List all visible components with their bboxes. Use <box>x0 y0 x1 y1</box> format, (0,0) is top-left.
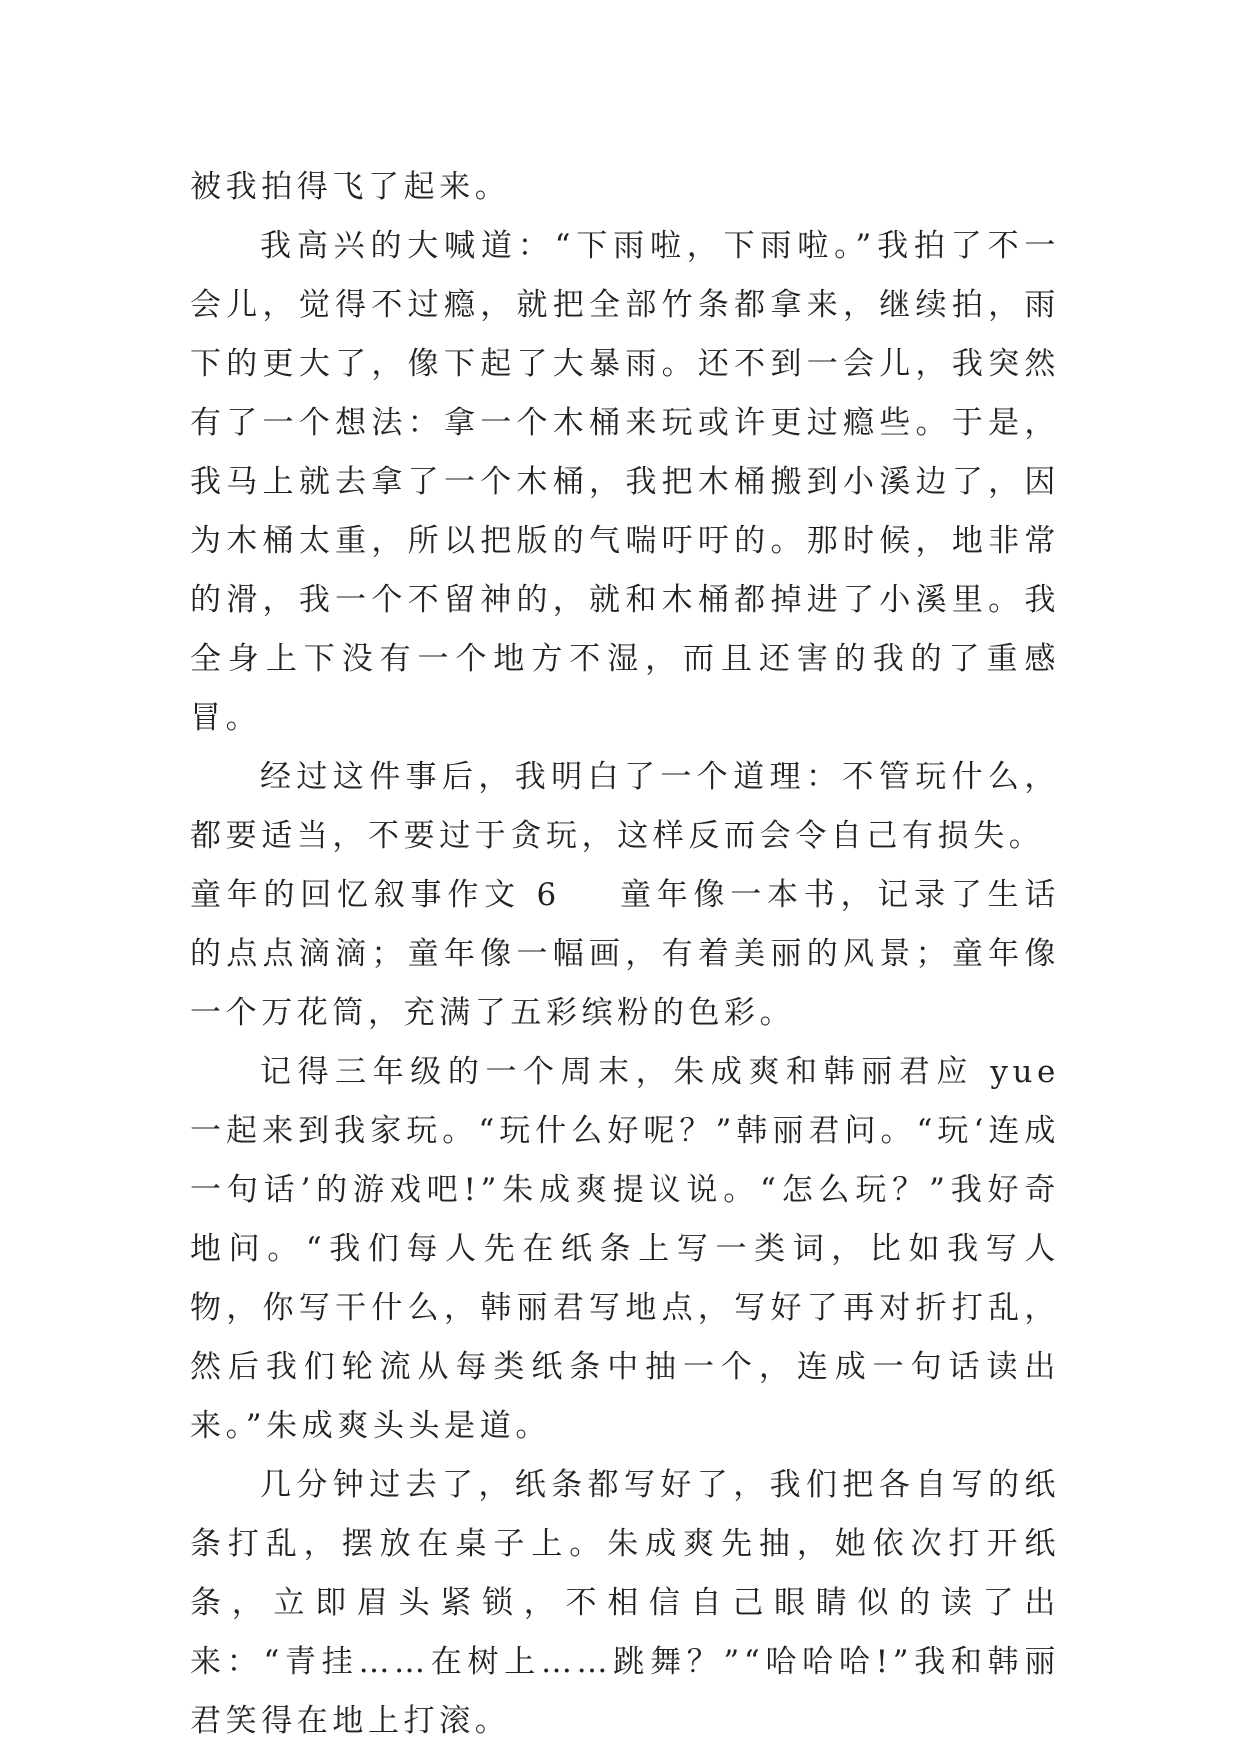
paragraph-5: 几分钟过去了，纸条都写好了，我们把各自写的纸条打乱，摆放在桌子上。朱成爽先抽，她依次打开纸条，立即眉头紧锁，不相信自己眼睛似的读了出来：“青挂……在树上……跳舞？”“哈哈哈!”我和韩丽君笑得在地上打滚。 <box>190 1467 1060 1739</box>
section-heading-line <box>190 866 1060 1043</box>
paragraph-1: 被我拍得飞了起来。 <box>190 169 511 205</box>
section-intro: 童年像一本书，记录了生话的点点滴滴；童年像一幅画，有着美丽的风景；童年像一个万花筒，充满了五彩缤粉的色彩。 <box>190 877 1060 1031</box>
paragraph-3: 经过这件事后，我明白了一个道理：不管玩什么，都要适当，不要过于贪玩，这样反而会令自己有损失。 <box>190 759 1060 854</box>
document-body <box>190 158 1060 1751</box>
paragraph-4: 记得三年级的一个周末，朱成爽和韩丽君应 yue 一起来到我家玩。“玩什么好呢？”韩丽君问。“玩‘连成一句话’的游戏吧!”朱成爽提议说。“怎么玩？”我好奇地问。“我们每人先在纸条上写一类词，比如我写人物，你写干什么，韩丽君写地点，写好了再对折打乱，然后我们轮流从每类纸条中抽一个，连成一句话读出来。”朱成爽头头是道。 <box>190 1054 1060 1444</box>
section-title: 童年的回忆叙事作文 6 <box>190 877 561 913</box>
paragraph-2: 我高兴的大喊道：“下雨啦，下雨啦。”我拍了不一会儿，觉得不过瘾，就把全部竹条都拿来，继续拍，雨下的更大了，像下起了大暴雨。还不到一会儿，我突然有了一个想法：拿一个木桶来玩或许更过瘾些。于是，我马上就去拿了一个木桶，我把木桶搬到小溪边了，因为木桶太重，所以把版的气喘吁吁的。那时候，地非常的滑，我一个不留神的，就和木桶都掉进了小溪里。我全身上下没有一个地方不湿，而且还害的我的了重感冒。 <box>190 228 1060 736</box>
